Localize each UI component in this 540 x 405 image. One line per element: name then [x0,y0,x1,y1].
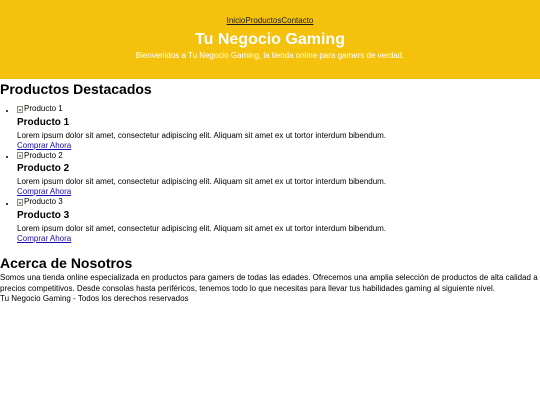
product-image-alt: • Producto 1 [24,104,63,113]
broken-image-icon [17,199,23,206]
nav-link-inicio[interactable]: Inicio [226,16,246,25]
product-description: Lorem ipsum dolor sit amet, consectetur adipiscing elit. Aliquam sit amet ex ut tortor interdum bibendum. [17,177,387,186]
about-text: Somos una tienda online especializada en productos para gamers de todas las edades. Ofrecemos una amplia selección de productos de alta calidad a precios competitivos. Desde consolas hasta periféricos, tenemos todo lo que necesitas para llevar tus habilidades gaming al siguiente nivel. [0,272,538,293]
about-section [0,255,540,294]
site-tagline: Bienvenidos a Tu Negocio Gaming, la tienda online para gamers de verdad. [135,51,405,60]
product-description: Lorem ipsum dolor sit amet, consectetur adipiscing elit. Aliquam sit amet ex ut tortor interdum bibendum. [17,130,387,140]
product-name: Producto 2 [17,163,70,174]
buy-now-link[interactable]: Comprar Ahora [17,187,72,196]
product-name: Producto 1 [17,116,70,128]
product-image [17,151,63,161]
site-title: Tu Negocio Gaming [195,31,345,48]
buy-now-link[interactable]: Comprar Ahora [17,233,72,243]
product-item [17,197,540,244]
featured-section [0,81,540,244]
product-image [17,197,63,207]
product-image-alt: • Producto 3 [24,197,63,206]
buy-now-link[interactable]: Comprar Ahora [17,140,72,150]
product-image-alt: • Producto 2 [24,150,63,160]
product-name: Producto 3 [17,209,70,221]
main-nav [0,16,540,26]
featured-heading: Productos Destacados [0,81,152,97]
product-image [17,104,63,114]
product-item [17,104,540,151]
site-header [0,0,540,79]
broken-image-icon [17,106,23,113]
about-heading: Acerca de Nosotros [0,254,133,271]
product-item [17,151,540,198]
nav-link-contacto[interactable]: Contacto [281,16,314,25]
nav-link-productos[interactable]: Productos [245,16,282,25]
footer-text: Tu Negocio Gaming - Todos los derechos reservados [0,293,189,303]
product-description: Lorem ipsum dolor sit amet, consectetur adipiscing elit. Aliquam sit amet ex ut tortor interdum bibendum. [17,223,387,233]
product-list [0,104,540,244]
broken-image-icon [17,152,23,159]
